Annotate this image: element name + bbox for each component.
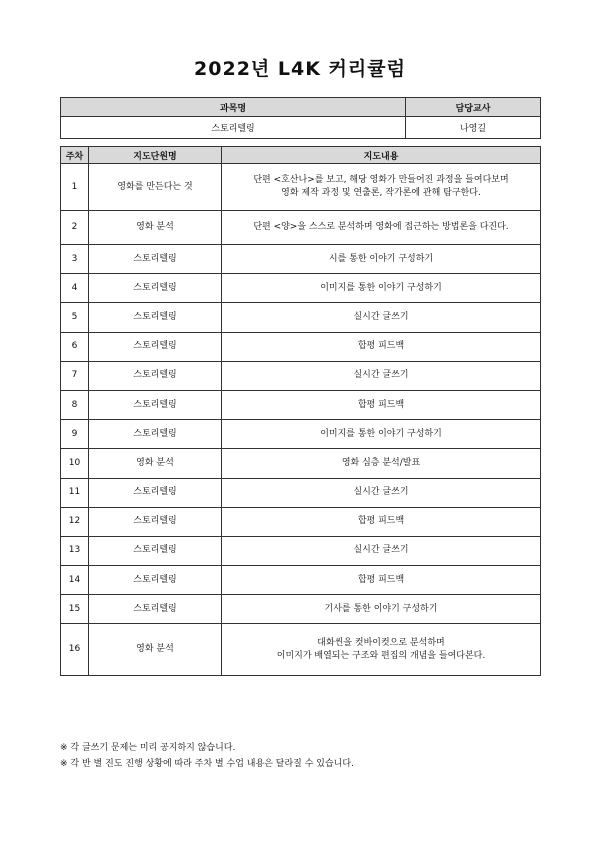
unit-cell: 스토리텔링 xyxy=(89,566,222,595)
content-line: 이미지를 통한 이야기 구성하기 xyxy=(320,282,442,293)
teacher-value: 나영길 xyxy=(406,117,541,139)
page-title: 2022년 L4K 커리큘럼 xyxy=(194,58,406,80)
content-cell xyxy=(222,211,541,245)
table-row xyxy=(61,274,541,303)
content-cell xyxy=(222,624,541,676)
unit-cell: 스토리텔링 xyxy=(89,420,222,449)
content-cell xyxy=(222,164,541,211)
unit-cell: 스토리텔링 xyxy=(89,361,222,390)
content-line: 실시간 글쓰기 xyxy=(353,311,409,322)
week-cell: 1 xyxy=(61,164,89,211)
week-cell: 6 xyxy=(61,332,89,361)
table-row xyxy=(61,332,541,361)
content-cell xyxy=(222,478,541,507)
content-line: 시를 통한 이야기 구성하기 xyxy=(328,253,434,264)
table-row xyxy=(61,245,541,274)
week-cell: 14 xyxy=(61,566,89,595)
week-header: 주차 xyxy=(61,147,89,164)
table-row xyxy=(61,566,541,595)
unit-cell: 스토리텔링 xyxy=(89,595,222,624)
table-row xyxy=(61,390,541,419)
week-cell: 16 xyxy=(61,624,89,676)
content-line: 실시간 글쓰기 xyxy=(353,545,409,556)
teacher-header: 담당교사 xyxy=(406,98,541,117)
content-line: 영화 심층 분석/발표 xyxy=(341,457,421,468)
table-row xyxy=(61,303,541,332)
week-cell: 13 xyxy=(61,536,89,565)
content-cell xyxy=(222,536,541,565)
table-row xyxy=(61,507,541,536)
notes xyxy=(60,740,354,772)
unit-cell: 스토리텔링 xyxy=(89,274,222,303)
content-cell xyxy=(222,420,541,449)
week-cell: 11 xyxy=(61,478,89,507)
content-line: 합평 피드백 xyxy=(357,516,405,527)
week-cell: 12 xyxy=(61,507,89,536)
content-line: 이미지가 배열되는 구조와 편집의 개념을 들여다본다. xyxy=(276,650,486,661)
content-line: 단편 <양>을 스스로 분석하며 영화에 접근하는 방법론을 다진다. xyxy=(253,222,509,232)
unit-cell: 영화 분석 xyxy=(89,211,222,245)
unit-cell: 영화 분석 xyxy=(89,624,222,676)
table-row xyxy=(61,361,541,390)
week-cell: 5 xyxy=(61,303,89,332)
table-row xyxy=(61,164,541,211)
unit-cell: 스토리텔링 xyxy=(89,245,222,274)
content-cell xyxy=(222,595,541,624)
table-row xyxy=(61,595,541,624)
course-info-header-row xyxy=(61,98,541,117)
content-cell xyxy=(222,274,541,303)
unit-cell: 스토리텔링 xyxy=(89,536,222,565)
content-line: 영화 제작 과정 및 연출론, 작가론에 관해 탐구한다. xyxy=(281,188,481,198)
content-line: 기사를 통한 이야기 구성하기 xyxy=(324,603,438,614)
table-row xyxy=(61,449,541,478)
week-cell: 8 xyxy=(61,390,89,419)
curriculum-table xyxy=(60,146,541,676)
week-cell: 2 xyxy=(61,211,89,245)
unit-cell: 영화 분석 xyxy=(89,449,222,478)
week-cell: 9 xyxy=(61,420,89,449)
unit-cell: 스토리텔링 xyxy=(89,303,222,332)
content-cell xyxy=(222,245,541,274)
subject-value: 스토리텔링 xyxy=(61,117,406,139)
unit-cell: 스토리텔링 xyxy=(89,507,222,536)
table-row xyxy=(61,624,541,676)
subject-header: 과목명 xyxy=(61,98,406,117)
note-1: ※ 각 글쓰기 문제는 미리 공지하지 않습니다. xyxy=(60,743,236,753)
content-cell xyxy=(222,332,541,361)
table-row xyxy=(61,211,541,245)
content-cell xyxy=(222,390,541,419)
content-cell xyxy=(222,303,541,332)
week-cell: 4 xyxy=(61,274,89,303)
content-cell xyxy=(222,361,541,390)
unit-cell: 스토리텔링 xyxy=(89,478,222,507)
content-line: 합평 피드백 xyxy=(357,399,405,410)
course-info-table xyxy=(60,97,541,139)
content-line: 이미지를 통한 이야기 구성하기 xyxy=(320,428,442,439)
content-cell xyxy=(222,507,541,536)
content-line: 대화씬을 컷바이컷으로 분석하며 xyxy=(317,637,445,648)
unit-cell: 영화를 만든다는 것 xyxy=(89,164,222,211)
content-line: 합평 피드백 xyxy=(357,341,405,352)
table-row xyxy=(61,478,541,507)
unit-cell: 스토리텔링 xyxy=(89,390,222,419)
content-line: 실시간 글쓰기 xyxy=(353,370,409,381)
week-cell: 15 xyxy=(61,595,89,624)
content-line: 실시간 글쓰기 xyxy=(353,487,409,498)
content-line: 단편 <호산나>를 보고, 해당 영화가 만들어진 과정을 들여다보며 xyxy=(253,175,509,185)
unit-header: 지도단원명 xyxy=(89,147,222,164)
content-cell xyxy=(222,449,541,478)
note-2: ※ 각 반 별 진도 진행 상황에 따라 주차 별 수업 내용은 달라질 수 있습니다. xyxy=(60,759,354,769)
table-row xyxy=(61,420,541,449)
curriculum-header-row xyxy=(61,147,541,164)
week-cell: 10 xyxy=(61,449,89,478)
week-cell: 3 xyxy=(61,245,89,274)
content-header: 지도내용 xyxy=(222,147,541,164)
table-row xyxy=(61,536,541,565)
content-line: 합평 피드백 xyxy=(357,574,405,585)
course-info-value-row xyxy=(61,117,541,139)
week-cell: 7 xyxy=(61,361,89,390)
content-cell xyxy=(222,566,541,595)
unit-cell: 스토리텔링 xyxy=(89,332,222,361)
curriculum-body xyxy=(61,164,541,676)
